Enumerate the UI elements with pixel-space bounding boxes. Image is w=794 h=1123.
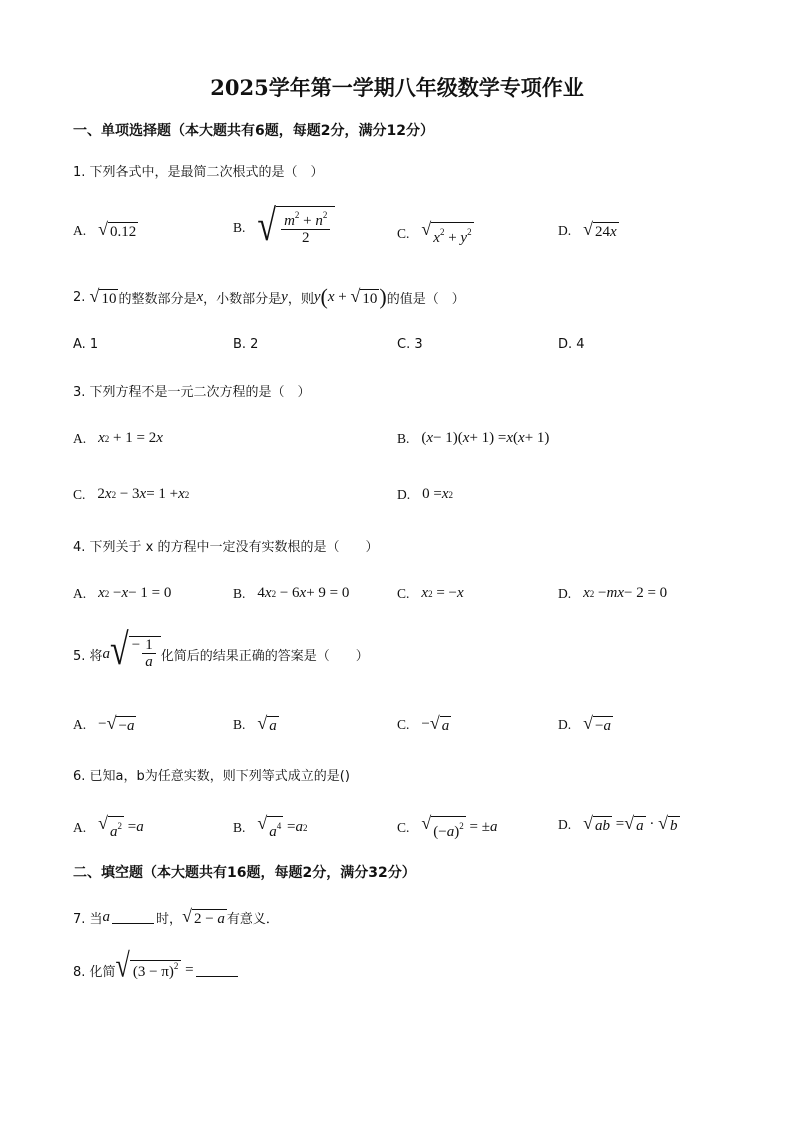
stem-text: 有意义． — [226, 912, 279, 927]
option-label: B. — [397, 430, 410, 446]
math-expression: x 2 − x − 1 = 0 — [98, 585, 172, 601]
math-expression: √ 2 − a — [182, 906, 225, 927]
option-label: C. — [397, 716, 410, 732]
math-expression: x 2 + 1 = 2 x — [98, 430, 163, 446]
math-expression: − √ a — [421, 713, 450, 734]
math-expression: 2 x 2 − 3 x = 1 + x 2 — [97, 486, 190, 502]
question-5-option-a — [73, 714, 136, 735]
stem-text: 时， — [156, 912, 183, 927]
question-4-option-d — [558, 585, 667, 602]
option-label: D. — [397, 486, 411, 502]
math-expression: √ $(-a)^2$ = ± a — [421, 813, 498, 840]
option-label: C. — [397, 585, 410, 601]
section-heading-choice: 一、单项选择题（本大题共有6题，每题2分，满分12分） — [73, 123, 434, 139]
math-expression: a — [102, 909, 111, 925]
question-2-option-c: C. 3 — [397, 337, 423, 352]
question-1-option-c — [397, 220, 474, 247]
option-label: C. — [397, 225, 410, 241]
question-3-option-d — [397, 486, 453, 503]
math-expression: ( x − 1)( x + 1) = x ( x + 1) — [421, 430, 550, 446]
question-6-option-b — [233, 814, 308, 841]
stem-text: 7. 当 — [73, 912, 103, 927]
question-2-option-b: B. 2 — [233, 337, 259, 352]
answer-blank[interactable] — [112, 911, 154, 924]
question-3-option-a — [73, 430, 163, 447]
question-2-option-d: D. 4 — [558, 337, 585, 352]
question-2-stem — [73, 284, 465, 310]
math-expression: √ ab = √ a · √ b — [583, 813, 678, 834]
option-label: B. — [233, 585, 246, 601]
math-expression: y ( x + √ 10 ) — [313, 284, 387, 309]
question-1-option-d — [558, 220, 619, 241]
question-6-option-d — [558, 814, 680, 835]
math-expression: √ 24x — [583, 219, 617, 240]
math-expression: √ a — [257, 713, 277, 734]
question-8-stem — [73, 946, 240, 985]
option-label: D. — [558, 222, 572, 238]
math-expression: 0 = x 2 — [422, 486, 454, 502]
section-heading-fill-in: 二、填空题（本大题共有16题，每题2分，满分32分） — [73, 865, 416, 881]
question-5-option-c — [397, 714, 451, 735]
math-expression: x 2 = − x — [421, 585, 464, 601]
question-6-stem: 6. 已知a，b为任意实数，则下列等式成立的是() — [73, 769, 350, 784]
question-3-option-c — [73, 486, 189, 503]
question-4-option-a — [73, 585, 171, 602]
question-number: 2. — [73, 289, 86, 305]
math-expression: 4 x 2 − 6 x + 9 = 0 — [257, 585, 350, 601]
math-expression: y — [281, 288, 288, 305]
question-4-option-c — [397, 585, 464, 602]
option-label: D. — [558, 816, 572, 832]
question-4-stem: 4. 下列关于 x 的方程中一定没有实数根的是（ ） — [73, 540, 379, 555]
question-3-option-b — [397, 430, 549, 447]
math-expression: x 2 − mx − 2 = 0 — [583, 585, 668, 601]
question-5-stem — [73, 626, 369, 675]
stem-text: 化简后的结果正确的答案是（ ） — [160, 649, 369, 664]
stem-text: 的整数部分是 — [118, 291, 197, 307]
option-label: C. — [397, 819, 410, 835]
option-label: B. — [233, 219, 246, 235]
option-label: A. — [73, 716, 87, 732]
question-2-option-a: A. 1 — [73, 337, 99, 352]
math-expression: x — [196, 288, 204, 305]
math-expression: √ $a^2$ = a — [98, 813, 144, 840]
question-6-option-a — [73, 814, 144, 841]
math-expression: − √ −a — [98, 713, 135, 734]
math-expression: a √ − $\frac{1}{a}$ — [103, 636, 161, 673]
option-label: A. — [73, 430, 87, 446]
math-expression: √ $(3 - \pi)^2$ = — [115, 946, 194, 985]
question-3-stem: 3. 下列方程不是一元二次方程的是（ ） — [73, 385, 311, 400]
stem-text: 5. 将 — [73, 649, 103, 664]
math-expression: √ 10 — [89, 285, 117, 307]
question-5-option-d — [558, 714, 613, 735]
option-label: D. — [558, 585, 572, 601]
stem-text: 的值是（ ） — [386, 291, 465, 307]
option-label: A. — [73, 819, 87, 835]
option-label: B. — [233, 819, 246, 835]
question-1-option-b — [233, 202, 335, 251]
question-1-option-a — [73, 220, 138, 241]
option-label: D. — [558, 716, 572, 732]
question-6-option-c — [397, 814, 497, 841]
stem-text: 8. 化简 — [73, 964, 116, 980]
math-expression: √ $x^2 + y^2$ — [421, 219, 472, 246]
stem-text: ，小数部分是 — [203, 291, 282, 307]
option-label: C. — [73, 486, 86, 502]
option-label: B. — [233, 716, 246, 732]
answer-blank[interactable] — [196, 964, 238, 977]
question-1-stem: 1. 下列各式中，是最简二次根式的是（ ） — [73, 165, 324, 180]
math-expression: √ 0.12 — [98, 219, 137, 240]
math-expression: √ $a^4$ = a 2 — [257, 813, 308, 840]
option-label: A. — [73, 222, 87, 238]
stem-text: ，则 — [287, 291, 314, 307]
question-4-option-b — [233, 585, 349, 602]
question-7-stem — [73, 907, 279, 928]
option-label: A. — [73, 585, 87, 601]
question-5-option-b — [233, 714, 279, 735]
page-title: 2025学年第一学期八年级数学专项作业 — [210, 75, 584, 100]
math-expression: √ −a — [583, 713, 611, 734]
math-expression: √ $\frac{m^2 + n^2}{2}$ — [257, 206, 335, 249]
